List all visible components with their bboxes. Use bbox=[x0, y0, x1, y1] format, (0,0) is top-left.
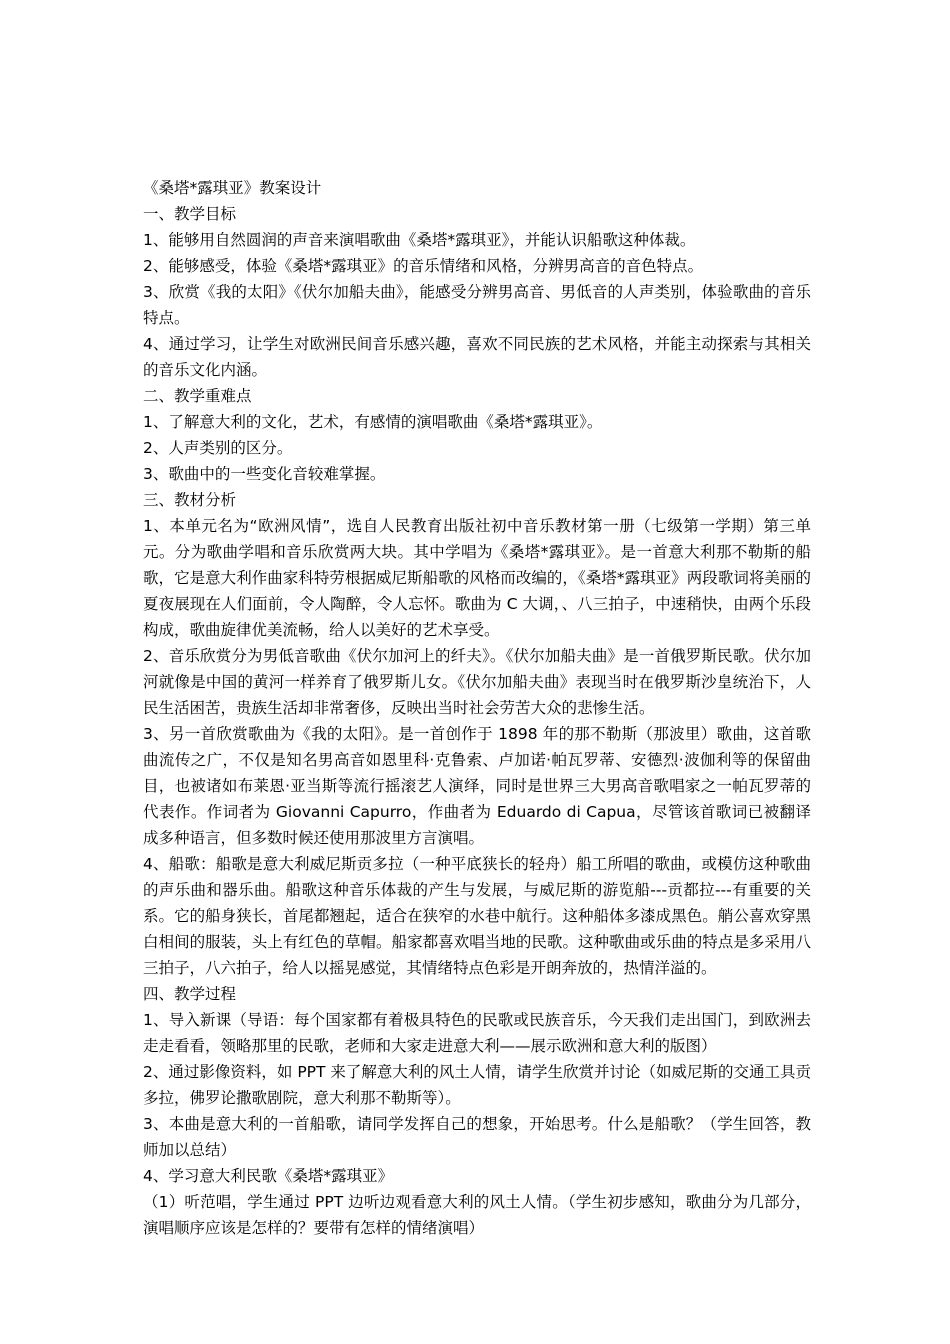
objective-item: 1、能够用自然圆润的声音来演唱歌曲《桑塔*露琪亚》，并能认识船歌这种体裁。 bbox=[143, 231, 696, 249]
objective-item: 3、欣赏《我的太阳》《伏尔加船夫曲》，能感受分辨男高音、男低音的人声类别，体验歌曲的音乐特点。 bbox=[143, 283, 811, 327]
objective-item: 2、能够感受，体验《桑塔*露琪亚》的音乐情绪和风格，分辨男高音的音色特点。 bbox=[143, 257, 704, 275]
process-item: 3、本曲是意大利的一首船歌，请同学发挥自己的想象，开始思考。什么是船歌？（学生回答，教师加以总结） bbox=[143, 1115, 811, 1159]
analysis-item: 2、音乐欣赏分为男低音歌曲《伏尔加河上的纤夫》。《伏尔加船夫曲》是一首俄罗斯民歌。伏尔加河就像是中国的黄河一样养育了俄罗斯儿女。《伏尔加船夫曲》表现当时在俄罗斯沙皇统治下，人民生活困苦，贵族生活却非常奢侈，反映出当时社会劳苦大众的悲惨生活。 bbox=[143, 647, 811, 717]
document-title: 《桑塔*露琪亚》教案设计 bbox=[143, 179, 322, 197]
section-heading-teaching-process: 四、教学过程 bbox=[143, 985, 237, 1003]
process-item: （1）听范唱，学生通过 PPT 边听边观看意大利的风土人情。（学生初步感知，歌曲分为几部分，演唱顺序应该是怎样的？要带有怎样的情绪演唱） bbox=[143, 1193, 811, 1237]
process-item: 1、导入新课（导语：每个国家都有着极具特色的民歌或民族音乐，今天我们走出国门，到欧洲去走走看看，领略那里的民歌，老师和大家走进意大利——展示欧洲和意大利的版图） bbox=[143, 1011, 811, 1055]
process-item: 4、学习意大利民歌《桑塔*露琪亚》 bbox=[143, 1167, 394, 1185]
analysis-item: 1、本单元名为“欧洲风情”，选自人民教育出版社初中音乐教材第一册（七级第一学期）第三单元。分为歌曲学唱和音乐欣赏两大块。其中学唱为《桑塔*露琪亚》。是一首意大利那不勒斯的船歌，它是意大利作曲家科特劳根据威尼斯船歌的风格而改编的，《桑塔*露琪亚》两段歌词将美丽的夏夜展现在人们面前，令人陶醉，令人忘怀。歌曲为 C 大调，、八三拍子，中速稍快，由两个乐段构成，歌曲旋律优美流畅，给人以美好的艺术享受。 bbox=[143, 517, 811, 639]
section-heading-objectives: 一、教学目标 bbox=[143, 205, 237, 223]
section-heading-key-points: 二、教学重难点 bbox=[143, 387, 252, 405]
analysis-item: 3、另一首欣赏歌曲为《我的太阳》。是一首创作于 1898 年的那不勒斯（那波里）歌曲，这首歌曲流传之广，不仅是知名男高音如恩里科·克鲁索、卢加诺·帕瓦罗蒂、安德烈·波伽利等的保留曲目，也被诸如布莱恩·亚当斯等流行摇滚艺人演绎，同时是世界三大男高音歌唱家之一帕瓦罗蒂的代表作。作词者为 Giovanni Capurro，作曲者为 Eduardo di Capua，尽管该首歌词已被翻译成多种语言，但多数时候还使用那波里方言演唱。 bbox=[143, 725, 811, 847]
document-page bbox=[143, 175, 811, 1241]
key-point-item: 1、了解意大利的文化，艺术，有感情的演唱歌曲《桑塔*露琪亚》。 bbox=[143, 413, 603, 431]
key-point-item: 2、人声类别的区分。 bbox=[143, 439, 293, 457]
key-point-item: 3、歌曲中的一些变化音较难掌握。 bbox=[143, 465, 386, 483]
objective-item: 4、通过学习，让学生对欧洲民间音乐感兴趣，喜欢不同民族的艺术风格，并能主动探索与其相关的音乐文化内涵。 bbox=[143, 335, 811, 379]
section-heading-material-analysis: 三、教材分析 bbox=[143, 491, 237, 509]
analysis-item: 4、船歌：船歌是意大利威尼斯贡多拉（一种平底狭长的轻舟）船工所唱的歌曲，或模仿这种歌曲的声乐曲和器乐曲。船歌这种音乐体裁的产生与发展，与威尼斯的游览船---贡都拉---有重要的关系。它的船身狭长，首尾都翘起，适合在狭窄的水巷中航行。这种船体多漆成黑色。艄公喜欢穿黑白相间的服装，头上有红色的草帽。船家都喜欢唱当地的民歌。这种歌曲或乐曲的特点是多采用八三拍子，八六拍子，给人以摇晃感觉，其情绪特点色彩是开朗奔放的，热情洋溢的。 bbox=[143, 855, 811, 977]
process-item: 2、通过影像资料，如 PPT 来了解意大利的风土人情，请学生欣赏并讨论（如威尼斯的交通工具贡多拉，佛罗论撒歌剧院，意大利那不勒斯等）。 bbox=[143, 1063, 811, 1107]
